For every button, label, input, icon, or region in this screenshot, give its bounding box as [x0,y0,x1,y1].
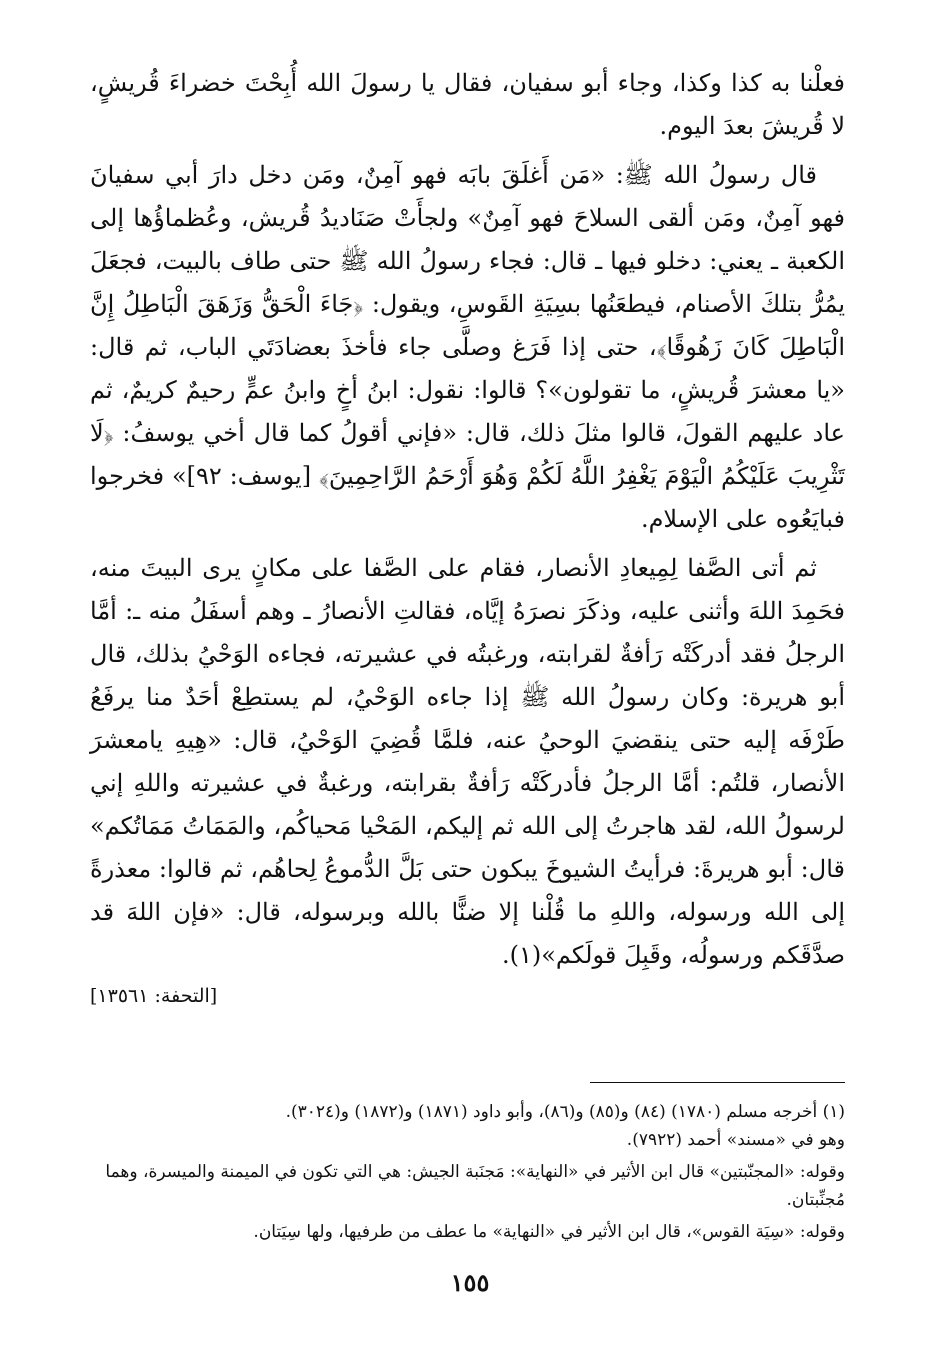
footnote-1-continued: وهو في «مسند» أحمد (٧٩٢٢). [626,1130,845,1150]
footnote-2: وقوله: «المجنّبتين» قال ابن الأثير في «النهاية»: مَجنَبة الجيش: هي التي تكون في الميمنة والميسرة، وهما مُجنِّبتان. [105,1162,845,1210]
footnote-1: (١) أخرجه مسلم (١٧٨٠) (٨٤) و(٨٥) و(٨٦)، وأبو داود (١٨٧١) و(١٨٧٢) و(٣٠٢٤). [285,1102,845,1122]
paragraph-1: فعلْنا به كذا وكذا، وجاء أبو سفيان، فقال يا رسولَ الله أُبِحْتَ خضراءَ قُريشٍ، لا قُريشَ بعدَ اليوم. [90,69,845,140]
footnote-divider [590,1082,845,1083]
footnote-3: وقوله: «سِيَة القوس»، قال ابن الأثير في «النهاية» ما عطف من طرفيها، ولها سِيَتان. [253,1222,845,1242]
citation-text: [التحفة: ١٣٥٦١] [90,985,218,1007]
tuhfa-citation [90,981,845,1011]
page-body [90,62,845,1011]
page-number: ١٥٥ [450,1268,490,1297]
paragraph-3: ثم أتى الصَّفا لِمِيعادِ الأنصار، فقام على الصَّفا على مكانٍ يرى البيتَ منه، فحَمِدَ اللهَ وأثنى عليه، وذكَرَ نصرَهُ إيَّاه، فقالتِ الأنصارُ ـ وهم أسفَلُ منه ـ: أمَّا الرجلُ فقد أدركَتْه رَأفةٌ لقرابته، ورغبتُه في عشيرته، فجاءه الوَحْيُ بذلك، قال أبو هريرة: وكان رسولُ الله ﷺ إذا جاءه الوَحْيُ، لم يستطِعْ أحَدٌ منا يرفَعُ طَرْفَه إليه حتى ينقضيَ الوحيُ عنه، فلمَّا قُضِيَ الوَحْيُ، قال: «هِيهِ يامعشرَ الأنصار، قلتُم: أمَّا الرجلُ فأدركَتْه رَأفةٌ بقرابته، ورغبةٌ في عشيرته واللهِ إني لرسولُ الله، لقد هاجرتُ إلى الله ثم إليكم، المَحْيا مَحياكُم، والمَمَاتُ مَمَاتُكم» قال: أبو هريرةَ: فرأيتُ الشيوخَ يبكون حتى بَلَّ الدُّموعُ لِحاهُم، ثم قالوا: معذرةً إلى الله ورسوله، واللهِ ما قُلْنا إلا ضنًّا بالله وبرسوله، قال: «فإن اللهَ قد صدَّقَكم ورسولُه، وقَبِلَ قولَكم»(١). [90,554,845,969]
footnotes [90,1098,845,1246]
paragraph-2: قال رسولُ الله ﷺ: «مَن أَغلَقَ بابَه فهو آمِنٌ، ومَن دخل دارَ أبي سفيانَ فهو آمِنٌ، ومَن ألقى السلاحَ فهو آمِنٌ» ولجأَتْ صَنَاديدُ قُريش، وعُظماؤُها إلى الكعبة ـ يعني: دخلو فيها ـ قال: فجاء رسولُ الله ﷺ حتى طاف بالبيت، فجعَلَ يمُرُّ بتلكَ الأصنام، فيطعَنُها بسِيَةِ القَوسِ، ويقول: ﴿جَاءَ الْحَقُّ وَزَهَقَ الْبَاطِلُ إِنَّ الْبَاطِلَ كَانَ زَهُوقًا﴾، حتى إذا فَرَغ وصلَّى جاء فأخذَ بعضادَتَي الباب، ثم قال: «يا معشرَ قُريشٍ، ما تقولون»؟ قالوا: نقول: ابنُ أخٍ وابنُ عمٍّ رحيمٌ كريمٌ، ثم عاد عليهم القولَ، قالوا مثلَ ذلك، قال: «فإني أقولُ كما قال أخي يوسفُ: ﴿لَا تَثْرِيبَ عَلَيْكُمُ الْيَوْمَ يَغْفِرُ اللَّهُ لَكُمْ وَهُوَ أَرْحَمُ الرَّاحِمِينَ﴾ [يوسف: ٩٢]» فخرجوا فبايَعُوه على الإسلام. [90,161,845,533]
